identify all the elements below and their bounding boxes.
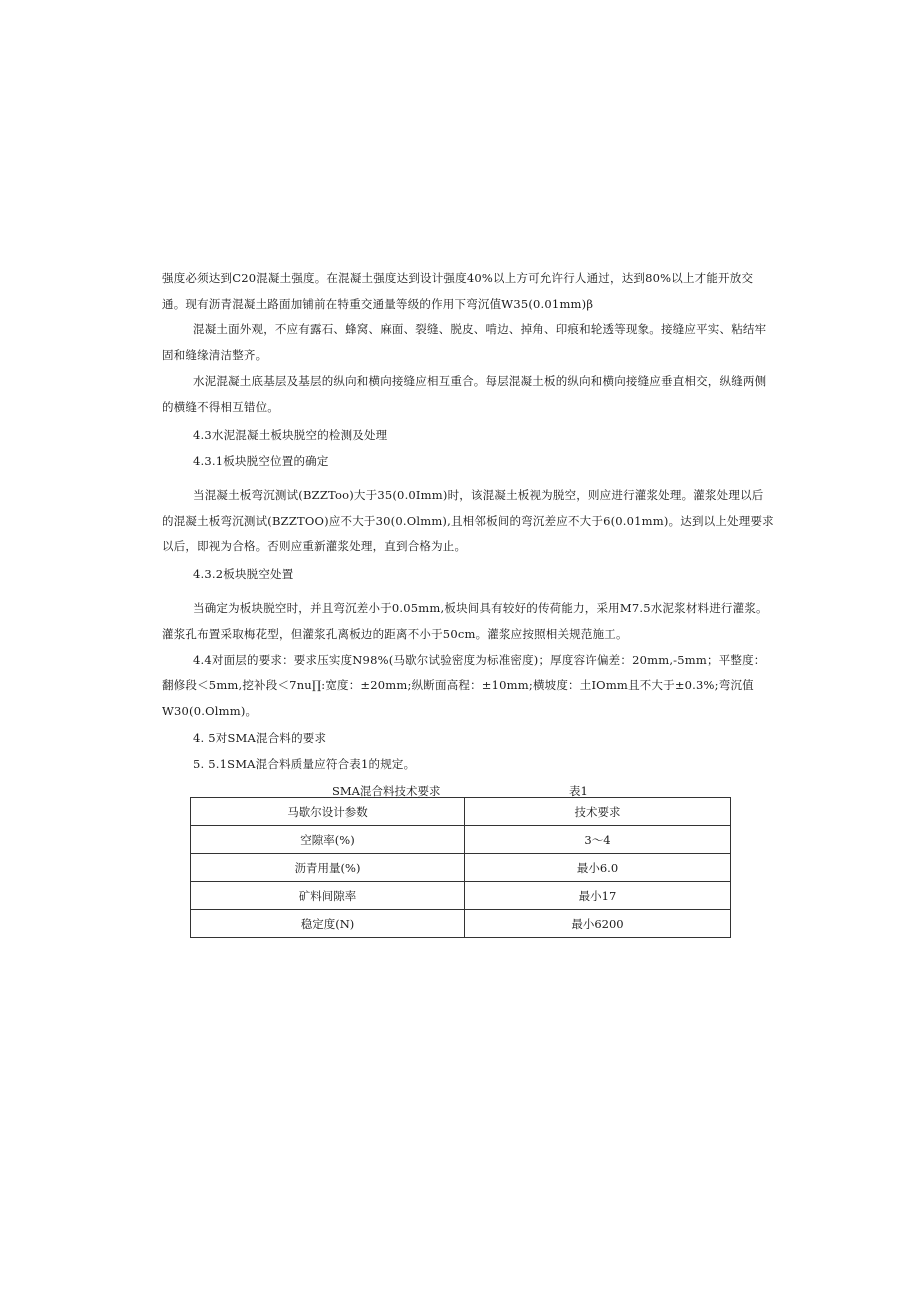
table-cell: 沥青用量(%) (191, 854, 465, 882)
paragraph-line: 的混凝土板弯沉测试(BZZTOO)应不大于30(0.Olmm),且相邻板间的弯沉差应不大于6(0.01mm)。达到以上处理要求 (162, 514, 774, 528)
paragraph-line: 灌浆孔布置采取梅花型，但灌浆孔离板边的距离不小于50cm。灌浆应按照相关规范施工。 (162, 627, 628, 641)
table-cell: 最小6.0 (465, 854, 731, 882)
table-header-cell: 技术要求 (465, 798, 731, 826)
paragraph-line: 的横缝不得相互错位。 (162, 400, 279, 414)
paragraph-line: 以后，即视为合格。否则应重新灌浆处理，直到合格为止。 (162, 539, 467, 553)
table-cell: 矿料间隙率 (191, 882, 465, 910)
table-cell: 最小17 (465, 882, 731, 910)
table-row (191, 854, 731, 882)
paragraph-line: 强度必须达到C20混凝土强度。在混凝土强度达到设计强度40%以上方可允许行人通过，达到80%以上才能开放交 (162, 271, 754, 285)
section-heading: 4.3水泥混凝土板块脱空的检测及处理 (193, 428, 388, 442)
paragraph-line: 当混凝土板弯沉测试(BZZToo)大于35(0.0Imm)时，该混凝土板视为脱空，则应进行灌浆处理。灌浆处理以后 (193, 488, 764, 502)
paragraph-line: 当确定为板块脱空时，并且弯沉差小于0.05mm,板块间具有较好的传荷能力，采用M7.5水泥浆材料进行灌浆。 (193, 601, 768, 615)
table-number: 表1 (569, 784, 588, 798)
paragraph-line: 固和缝缘清洁整齐。 (162, 348, 268, 362)
table-row (191, 826, 731, 854)
table-cell: 最小6200 (465, 910, 731, 938)
subsection-heading: 5. 5.1SMA混合料质量应符合表1的规定。 (193, 757, 416, 771)
table-header-cell: 马歇尔设计参数 (191, 798, 465, 826)
subsection-heading: 4.3.2板块脱空处置 (193, 567, 294, 581)
section-heading: 4. 5对SMA混合料的要求 (193, 731, 327, 745)
table-caption: SMA混合料技术要求 (332, 784, 441, 798)
paragraph-line: 水泥混凝土底基层及基层的纵向和横向接缝应相互重合。每层混凝土板的纵向和横向接缝应垂直相交，纵缝两侧 (193, 374, 767, 388)
table-row (191, 882, 731, 910)
paragraph-line: 4.4对面层的要求：要求压实度N98%(马歇尔试验密度为标准密度)；厚度容许偏差：20mm,-5mm；平整度： (193, 653, 766, 667)
table-cell: 3～4 (465, 826, 731, 854)
subsection-heading: 4.3.1板块脱空位置的确定 (193, 454, 329, 468)
paragraph-line: W30(0.Olmm)。 (162, 704, 258, 718)
table-cell: 空隙率(%) (191, 826, 465, 854)
sma-requirements-table (190, 797, 731, 938)
table-cell: 稳定度(N) (191, 910, 465, 938)
table-header-row (191, 798, 731, 826)
paragraph-line: 通。现有沥青混凝土路面加铺前在特重交通量等级的作用下弯沉值W35(0.01mm)β (162, 297, 594, 311)
paragraph-line: 翻修段＜5mm,挖补段＜7nu∏:宽度：±20mm;纵断面高程：±10mm;横坡度：土IOmm且不大于±0.3%;弯沉值 (162, 678, 754, 692)
table-row (191, 910, 731, 938)
paragraph-line: 混凝土面外观，不应有露石、蜂窝、麻面、裂缝、脱皮、啃边、掉角、印痕和轮透等现象。接缝应平实、粘结牢 (193, 322, 767, 336)
